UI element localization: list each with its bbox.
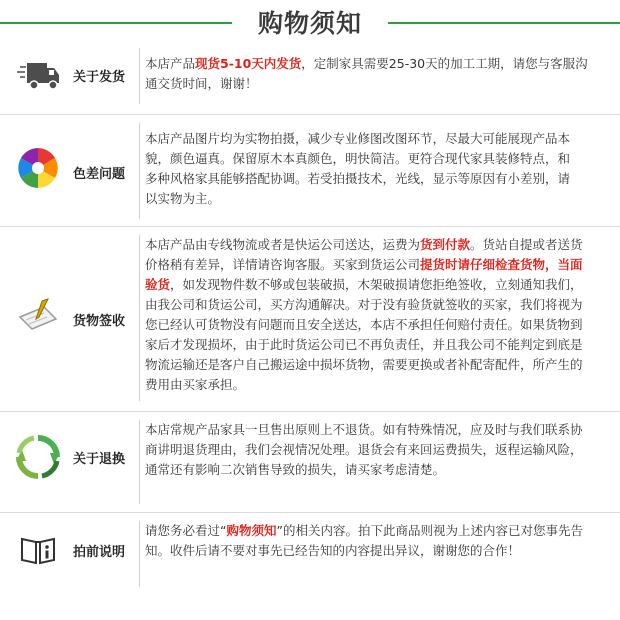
- section-divider-vertical: [139, 420, 140, 504]
- section-label: 关于发货: [73, 70, 126, 85]
- body-text-segment: 本店产品图片均为实物拍摄，减少专业修图改图环节，尽最大可能展现产品本貌，颜色逼真。保留原木本真颜色，明快简洁。更符合现代家具装修特点，和多种风格家具能够搭配协调。若受拍摄技术，光线，显示等原因有小差别，请以实物为主。: [145, 131, 571, 206]
- section-divider-vertical: [139, 521, 140, 587]
- recycle-arrows-icon: [14, 434, 62, 480]
- section-body: [145, 420, 585, 480]
- section-label: 拍前说明: [73, 545, 126, 560]
- page-title: 购物须知: [257, 9, 362, 38]
- section-before-purchase: [0, 513, 620, 593]
- info-book-icon: [14, 533, 62, 567]
- body-text-segment: 本店产品由专线物流或者是快运公司送达，运费为: [145, 237, 421, 252]
- highlight-text: 提货时请仔细检查货物，当面验货: [145, 257, 583, 292]
- section-divider-vertical: [139, 123, 140, 219]
- section-body: [145, 521, 585, 561]
- highlight-text: 货到付款: [420, 237, 471, 252]
- title-divider-left: [0, 22, 232, 24]
- body-text-segment: ，如发现物件数不够或包装破损，木架破损请您拒绝签收，立刻通知我们，由我公司和货运公司，买方沟通解决。对于没有验货就签收的买家，我们将视为您已经认可货物没有问题而且安全送达，本店不承担任何赔付责任。如果货物到家后才发现损坏，由于此时货运公司已不再负责任，并且我公司不能判定到底是物流运输还是客户自己搬运途中损坏货物，需要更换或者补配寄配件，所产生的费用由买家承担。: [145, 277, 583, 392]
- body-text-segment: ”的相关内容。拍下此商品则视为上述内容已对您事先告知。收件后请不要对事先已经告知的内容提出异议，谢谢您的合作！: [145, 523, 583, 558]
- title-divider-right: [388, 22, 620, 24]
- section-body: [145, 129, 577, 209]
- section-label: 关于退换: [73, 452, 126, 467]
- body-text-segment: ，定制家具需要25-30天的加工工期，请您与客服沟通交货时间，谢谢！: [145, 56, 588, 91]
- title-bar: [0, 0, 620, 40]
- section-shipping: [0, 40, 620, 110]
- delivery-truck-icon: [14, 54, 62, 98]
- section-label: 货物签收: [73, 314, 126, 329]
- section-divider-vertical: [139, 48, 140, 104]
- body-text-segment: 。货站自提或者送货价格稍有差异，详情请咨询客服。买家到货运公司: [145, 237, 583, 272]
- section-label: 色差问题: [73, 167, 126, 182]
- body-text-segment: 本店常规产品家具一旦售出原则上不退货。如有特殊情况，应及时与我们联系协商讲明退货理由，我们会视情况处理。退货会有来回运费损失，返程运输风险，通常还有影响二次销售导致的损失，请买家考虑清楚。: [145, 422, 583, 477]
- section-return-exchange: [0, 412, 620, 508]
- highlight-text: 现货5-10天内发货: [195, 56, 302, 71]
- section-color-difference: [0, 115, 620, 223]
- section-body: [145, 235, 585, 395]
- section-body: [145, 54, 590, 94]
- signing-pen-icon: [14, 297, 62, 333]
- section-goods-receipt: [0, 227, 620, 407]
- body-text-segment: 请您务必看过“: [145, 523, 227, 538]
- body-text-segment: 本店产品: [145, 56, 196, 71]
- color-wheel-icon: [14, 143, 62, 193]
- highlight-text: 购物须知: [226, 523, 277, 538]
- section-divider-vertical: [139, 235, 140, 401]
